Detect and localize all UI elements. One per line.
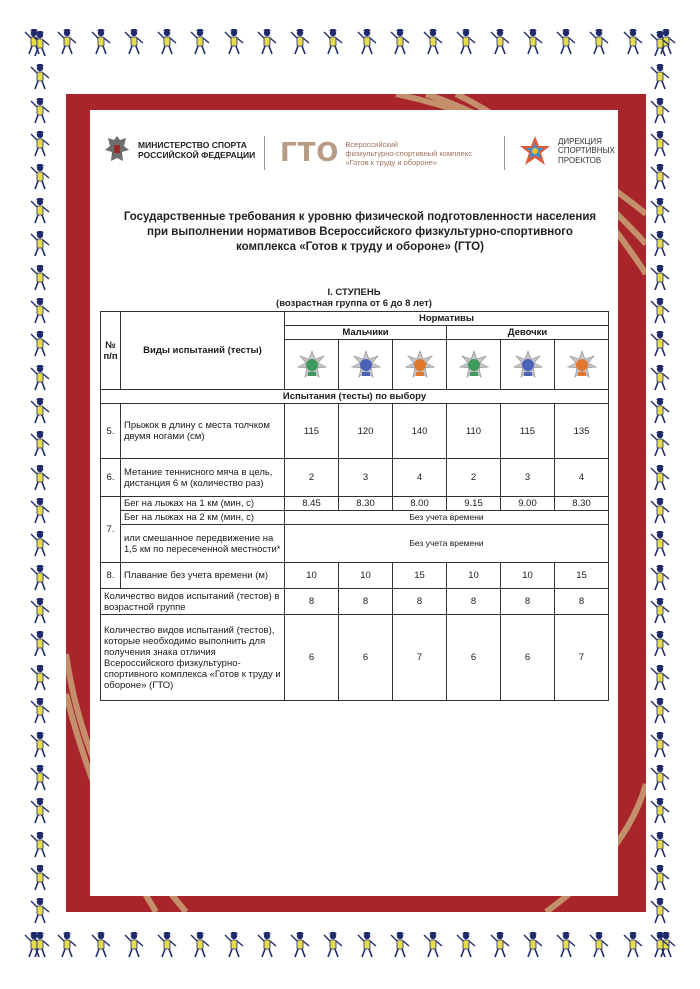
table-row	[101, 589, 609, 615]
row-num: 6.	[101, 459, 121, 497]
document-title	[100, 210, 620, 255]
cell-value: 8	[285, 589, 339, 615]
cell-value: 8	[555, 589, 609, 615]
cell-value: 115	[285, 404, 339, 459]
figure-icon	[648, 897, 672, 925]
col-num-header: № п/п	[101, 312, 121, 390]
gto-line2: физкультурно-спортивный комплекс	[345, 148, 472, 158]
figure-icon	[28, 831, 52, 859]
row-num: 7.	[101, 497, 121, 563]
table-row	[101, 404, 609, 459]
border-right	[648, 0, 674, 989]
stage-heading	[100, 287, 608, 309]
bronze-badge-icon	[297, 350, 327, 380]
figure-icon	[648, 530, 672, 558]
figure-icon	[454, 931, 478, 959]
title-line: Государственные требования к уровню физической подготовленности населения	[123, 211, 597, 223]
section-header: Испытания (тесты) по выбору	[101, 390, 609, 404]
figure-icon	[28, 297, 52, 325]
figure-icon	[648, 497, 672, 525]
table-row	[101, 525, 609, 563]
figure-icon	[521, 931, 545, 959]
figure-icon	[28, 897, 52, 925]
cell-value: 8.30	[339, 497, 393, 511]
figure-icon	[55, 28, 79, 56]
figure-icon	[28, 864, 52, 892]
figure-icon	[421, 28, 445, 56]
figure-icon	[648, 230, 672, 258]
row-name: Плавание без учета времени (м)	[121, 563, 285, 589]
figure-icon	[28, 764, 52, 792]
figure-icon	[454, 28, 478, 56]
cell-value: Без учета времени	[285, 525, 609, 563]
cell-value: 8.00	[393, 497, 447, 511]
figure-icon	[28, 664, 52, 692]
cell-value: 9.15	[447, 497, 501, 511]
figure-icon	[28, 931, 52, 959]
row-name: Количество видов испытаний (тестов) в возрастной группе	[101, 589, 285, 615]
figure-icon	[648, 597, 672, 625]
figure-icon	[321, 28, 345, 56]
figure-icon	[554, 931, 578, 959]
row-name: Бег на лыжах на 2 км (мин, с)	[121, 511, 285, 525]
cell-value: 10	[339, 563, 393, 589]
figure-icon	[28, 163, 52, 191]
figure-icon	[122, 931, 146, 959]
figure-icon	[648, 197, 672, 225]
stage-name: I. СТУПЕНЬ	[327, 287, 381, 298]
bronze-badge-icon	[459, 350, 489, 380]
figure-icon	[28, 130, 52, 158]
figure-icon	[648, 130, 672, 158]
cell-value: 4	[555, 459, 609, 497]
figure-icon	[188, 28, 212, 56]
row-name: Количество видов испытаний (тестов), которые необходимо выполнить для получения знака отличия Всероссийского физкультурно-спортивного комплекса «Готов к труду и обороне» (ГТО)	[101, 615, 285, 701]
figure-icon	[321, 931, 345, 959]
figure-icon	[648, 397, 672, 425]
logo-divider	[504, 136, 505, 170]
cell-value: Без учета времени	[285, 511, 609, 525]
figure-icon	[648, 797, 672, 825]
figure-icon	[388, 931, 412, 959]
figure-icon	[388, 28, 412, 56]
figure-icon	[255, 28, 279, 56]
table-row	[101, 511, 609, 525]
figure-icon	[122, 28, 146, 56]
cell-value: 6	[501, 615, 555, 701]
figure-icon	[28, 597, 52, 625]
figure-icon	[488, 28, 512, 56]
cell-value: 7	[555, 615, 609, 701]
figure-icon	[188, 931, 212, 959]
gold-badge-icon	[405, 350, 435, 380]
row-name: или смешанное передвижение на 1,5 км по пересеченной местности*	[121, 525, 285, 563]
figure-icon	[587, 28, 611, 56]
figure-icon	[28, 364, 52, 392]
cell-value: 6	[447, 615, 501, 701]
figure-icon	[28, 397, 52, 425]
figure-icon	[255, 931, 279, 959]
figure-icon	[648, 664, 672, 692]
star-icon	[518, 134, 552, 168]
figure-icon	[222, 931, 246, 959]
figure-icon	[648, 564, 672, 592]
dir-line3: ПРОЕКТОВ	[558, 155, 602, 165]
header-logos	[100, 130, 620, 178]
figure-icon	[648, 931, 672, 959]
row-name: Метание теннисного мяча в цель, дистанция 6 м (количество раз)	[121, 459, 285, 497]
figure-icon	[28, 564, 52, 592]
logo-divider	[264, 136, 265, 170]
figure-icon	[587, 931, 611, 959]
figure-icon	[648, 731, 672, 759]
gold-badge-icon	[567, 350, 597, 380]
table-row	[101, 563, 609, 589]
dir-line1: ДИРЕКЦИЯ	[558, 136, 602, 146]
col-norms-header: Нормативы	[285, 312, 609, 326]
gto-line3: «Готов к труду и обороне»	[345, 157, 438, 167]
figure-icon	[648, 97, 672, 125]
figure-icon	[421, 931, 445, 959]
dir-line2: СПОРТИВНЫХ	[558, 146, 615, 156]
figure-icon	[28, 497, 52, 525]
figure-icon	[28, 63, 52, 91]
cell-value: 10	[285, 563, 339, 589]
ministry-logo	[104, 134, 255, 166]
cell-value: 110	[447, 404, 501, 459]
cell-value: 2	[285, 459, 339, 497]
figure-icon	[648, 630, 672, 658]
cell-value: 8	[339, 589, 393, 615]
table-row	[101, 497, 609, 511]
gto-logo	[280, 138, 472, 168]
figure-icon	[648, 831, 672, 859]
figure-icon	[355, 931, 379, 959]
figure-icon	[648, 430, 672, 458]
figure-icon	[648, 297, 672, 325]
cell-value: 3	[339, 459, 393, 497]
figure-icon	[554, 28, 578, 56]
figure-icon	[28, 264, 52, 292]
figure-icon	[89, 931, 113, 959]
ministry-line2: РОССИЙСКОЙ ФЕДЕРАЦИИ	[138, 150, 256, 160]
silver-badge-icon	[351, 350, 381, 380]
norms-table	[100, 311, 609, 701]
cell-value: 6	[339, 615, 393, 701]
figure-icon	[288, 28, 312, 56]
figure-icon	[28, 97, 52, 125]
cell-value: 4	[393, 459, 447, 497]
cell-value: 7	[393, 615, 447, 701]
figure-icon	[648, 330, 672, 358]
row-num: 5.	[101, 404, 121, 459]
cell-value: 3	[501, 459, 555, 497]
cell-value: 8	[447, 589, 501, 615]
girls-header: Девочки	[447, 326, 609, 340]
figure-icon	[648, 63, 672, 91]
border-left	[28, 0, 54, 989]
border-bottom	[0, 931, 700, 961]
cell-value: 140	[393, 404, 447, 459]
cell-value: 120	[339, 404, 393, 459]
figure-icon	[648, 30, 672, 58]
figure-icon	[648, 364, 672, 392]
figure-icon	[648, 697, 672, 725]
figure-icon	[648, 864, 672, 892]
figure-icon	[89, 28, 113, 56]
gto-line1: Всероссийский	[345, 139, 398, 149]
figure-icon	[488, 931, 512, 959]
table-row	[101, 615, 609, 701]
figure-icon	[28, 797, 52, 825]
cell-value: 2	[447, 459, 501, 497]
figure-icon	[648, 264, 672, 292]
cell-value: 10	[447, 563, 501, 589]
figure-icon	[28, 731, 52, 759]
figure-icon	[621, 28, 645, 56]
figure-icon	[222, 28, 246, 56]
cell-value: 15	[393, 563, 447, 589]
eagle-icon	[104, 134, 130, 166]
table-row	[101, 459, 609, 497]
row-name: Прыжок в длину с места толчком двумя ногами (см)	[121, 404, 285, 459]
figure-icon	[648, 764, 672, 792]
figure-icon	[648, 464, 672, 492]
cell-value: 6	[285, 615, 339, 701]
cell-value: 9.00	[501, 497, 555, 511]
figure-icon	[28, 464, 52, 492]
figure-icon	[155, 28, 179, 56]
ministry-line1: МИНИСТЕРСТВО СПОРТА	[138, 140, 247, 150]
cell-value: 8	[393, 589, 447, 615]
gto-mark: ГТО	[280, 138, 340, 168]
row-num: 8.	[101, 563, 121, 589]
figure-icon	[28, 230, 52, 258]
figure-icon	[28, 30, 52, 58]
figure-icon	[28, 430, 52, 458]
boys-header: Мальчики	[285, 326, 447, 340]
figure-icon	[28, 330, 52, 358]
figure-icon	[355, 28, 379, 56]
figure-icon	[55, 931, 79, 959]
figure-icon	[648, 163, 672, 191]
figure-icon	[28, 197, 52, 225]
cell-value: 10	[501, 563, 555, 589]
silver-badge-icon	[513, 350, 543, 380]
directorate-logo	[518, 134, 615, 168]
border-top	[0, 28, 700, 58]
stage-age: (возрастная группа от 6 до 8 лет)	[276, 298, 432, 309]
col-test-header: Виды испытаний (тесты)	[121, 312, 285, 390]
figure-icon	[521, 28, 545, 56]
cell-value: 8.30	[555, 497, 609, 511]
figure-icon	[28, 530, 52, 558]
cell-value: 135	[555, 404, 609, 459]
figure-icon	[288, 931, 312, 959]
row-name: Бег на лыжах на 1 км (мин, с)	[121, 497, 285, 511]
figure-icon	[155, 931, 179, 959]
cell-value: 8.45	[285, 497, 339, 511]
cell-value: 8	[501, 589, 555, 615]
figure-icon	[28, 630, 52, 658]
cell-value: 15	[555, 563, 609, 589]
figure-icon	[28, 697, 52, 725]
figure-icon	[621, 931, 645, 959]
cell-value: 115	[501, 404, 555, 459]
title-line: комплекса «Готов к труду и обороне» (ГТО)	[236, 241, 484, 253]
title-line: при выполнении нормативов Всероссийского физкультурно-спортивного	[147, 226, 573, 238]
